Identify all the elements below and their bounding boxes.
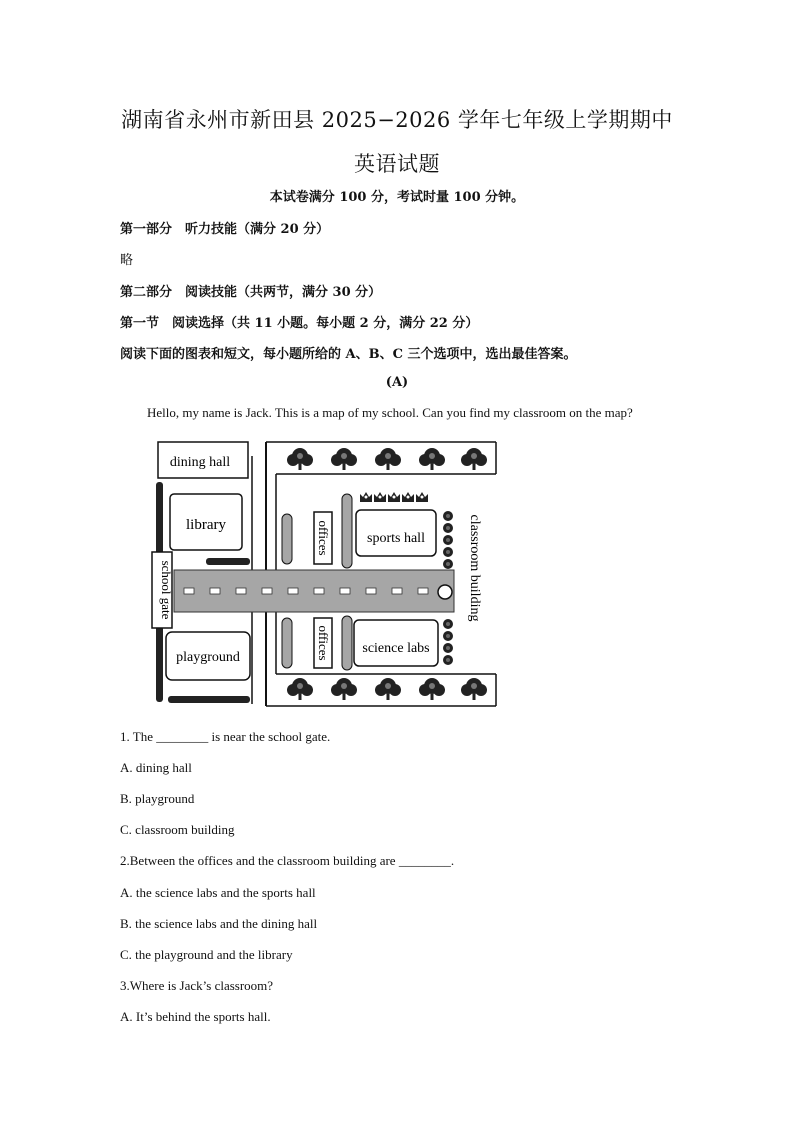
offices-top-label: offices <box>316 520 331 556</box>
question-2-stem: 2.Between the offices and the classroom building are ________. <box>120 853 455 868</box>
question-1-option-a: A. dining hall <box>120 760 192 775</box>
question-1-option-c: C. classroom building <box>120 822 235 837</box>
page-title: 湖南省永州市新田县 2025−2026 学年七年级上学期期中 <box>121 108 673 132</box>
part2-heading: 第二部分 阅读技能（共两节，满分 30 分） <box>120 285 382 300</box>
playground-label: playground <box>176 650 240 665</box>
science-labs-label: science labs <box>362 641 430 656</box>
question-1-option-b: B. playground <box>120 791 195 806</box>
section1-heading: 第一节 阅读选择（共 11 小题。每小题 2 分，满分 22 分） <box>120 316 479 331</box>
question-1-stem: 1. The ________ is near the school gate. <box>120 729 331 744</box>
road-end-circle <box>438 585 452 599</box>
question-2-option-c: C. the playground and the library <box>120 947 293 962</box>
part1-body: 略 <box>120 253 134 268</box>
school-map <box>148 438 500 710</box>
passage-intro: Hello, my name is Jack. This is a map of my school. Can you find my classroom on the map? <box>147 405 633 420</box>
question-2-option-b: B. the science labs and the dining hall <box>120 916 318 931</box>
exam-note: 本试卷满分 100 分，考试时量 100 分钟。 <box>269 190 525 205</box>
school-gate-label: school gate <box>159 560 174 620</box>
page-subtitle: 英语试题 <box>354 152 440 176</box>
classroom-building-label: classroom building <box>467 514 482 622</box>
dining-hall-label: dining hall <box>169 455 231 470</box>
instructions: 阅读下面的图表和短文，每小题所给的 A、B、C 三个选项中，选出最佳答案。 <box>120 347 577 362</box>
part1-heading: 第一部分 听力技能（满分 20 分） <box>120 222 330 237</box>
library-label: library <box>186 517 226 533</box>
sports-hall-label: sports hall <box>367 531 425 546</box>
passage-label: (A) <box>385 375 409 390</box>
question-3-option-a: A. It’s behind the sports hall. <box>120 1009 271 1024</box>
question-3-stem: 3.Where is Jack’s classroom? <box>120 978 274 993</box>
question-2-option-a: A. the science labs and the sports hall <box>120 885 316 900</box>
offices-bottom-label: offices <box>316 625 331 661</box>
